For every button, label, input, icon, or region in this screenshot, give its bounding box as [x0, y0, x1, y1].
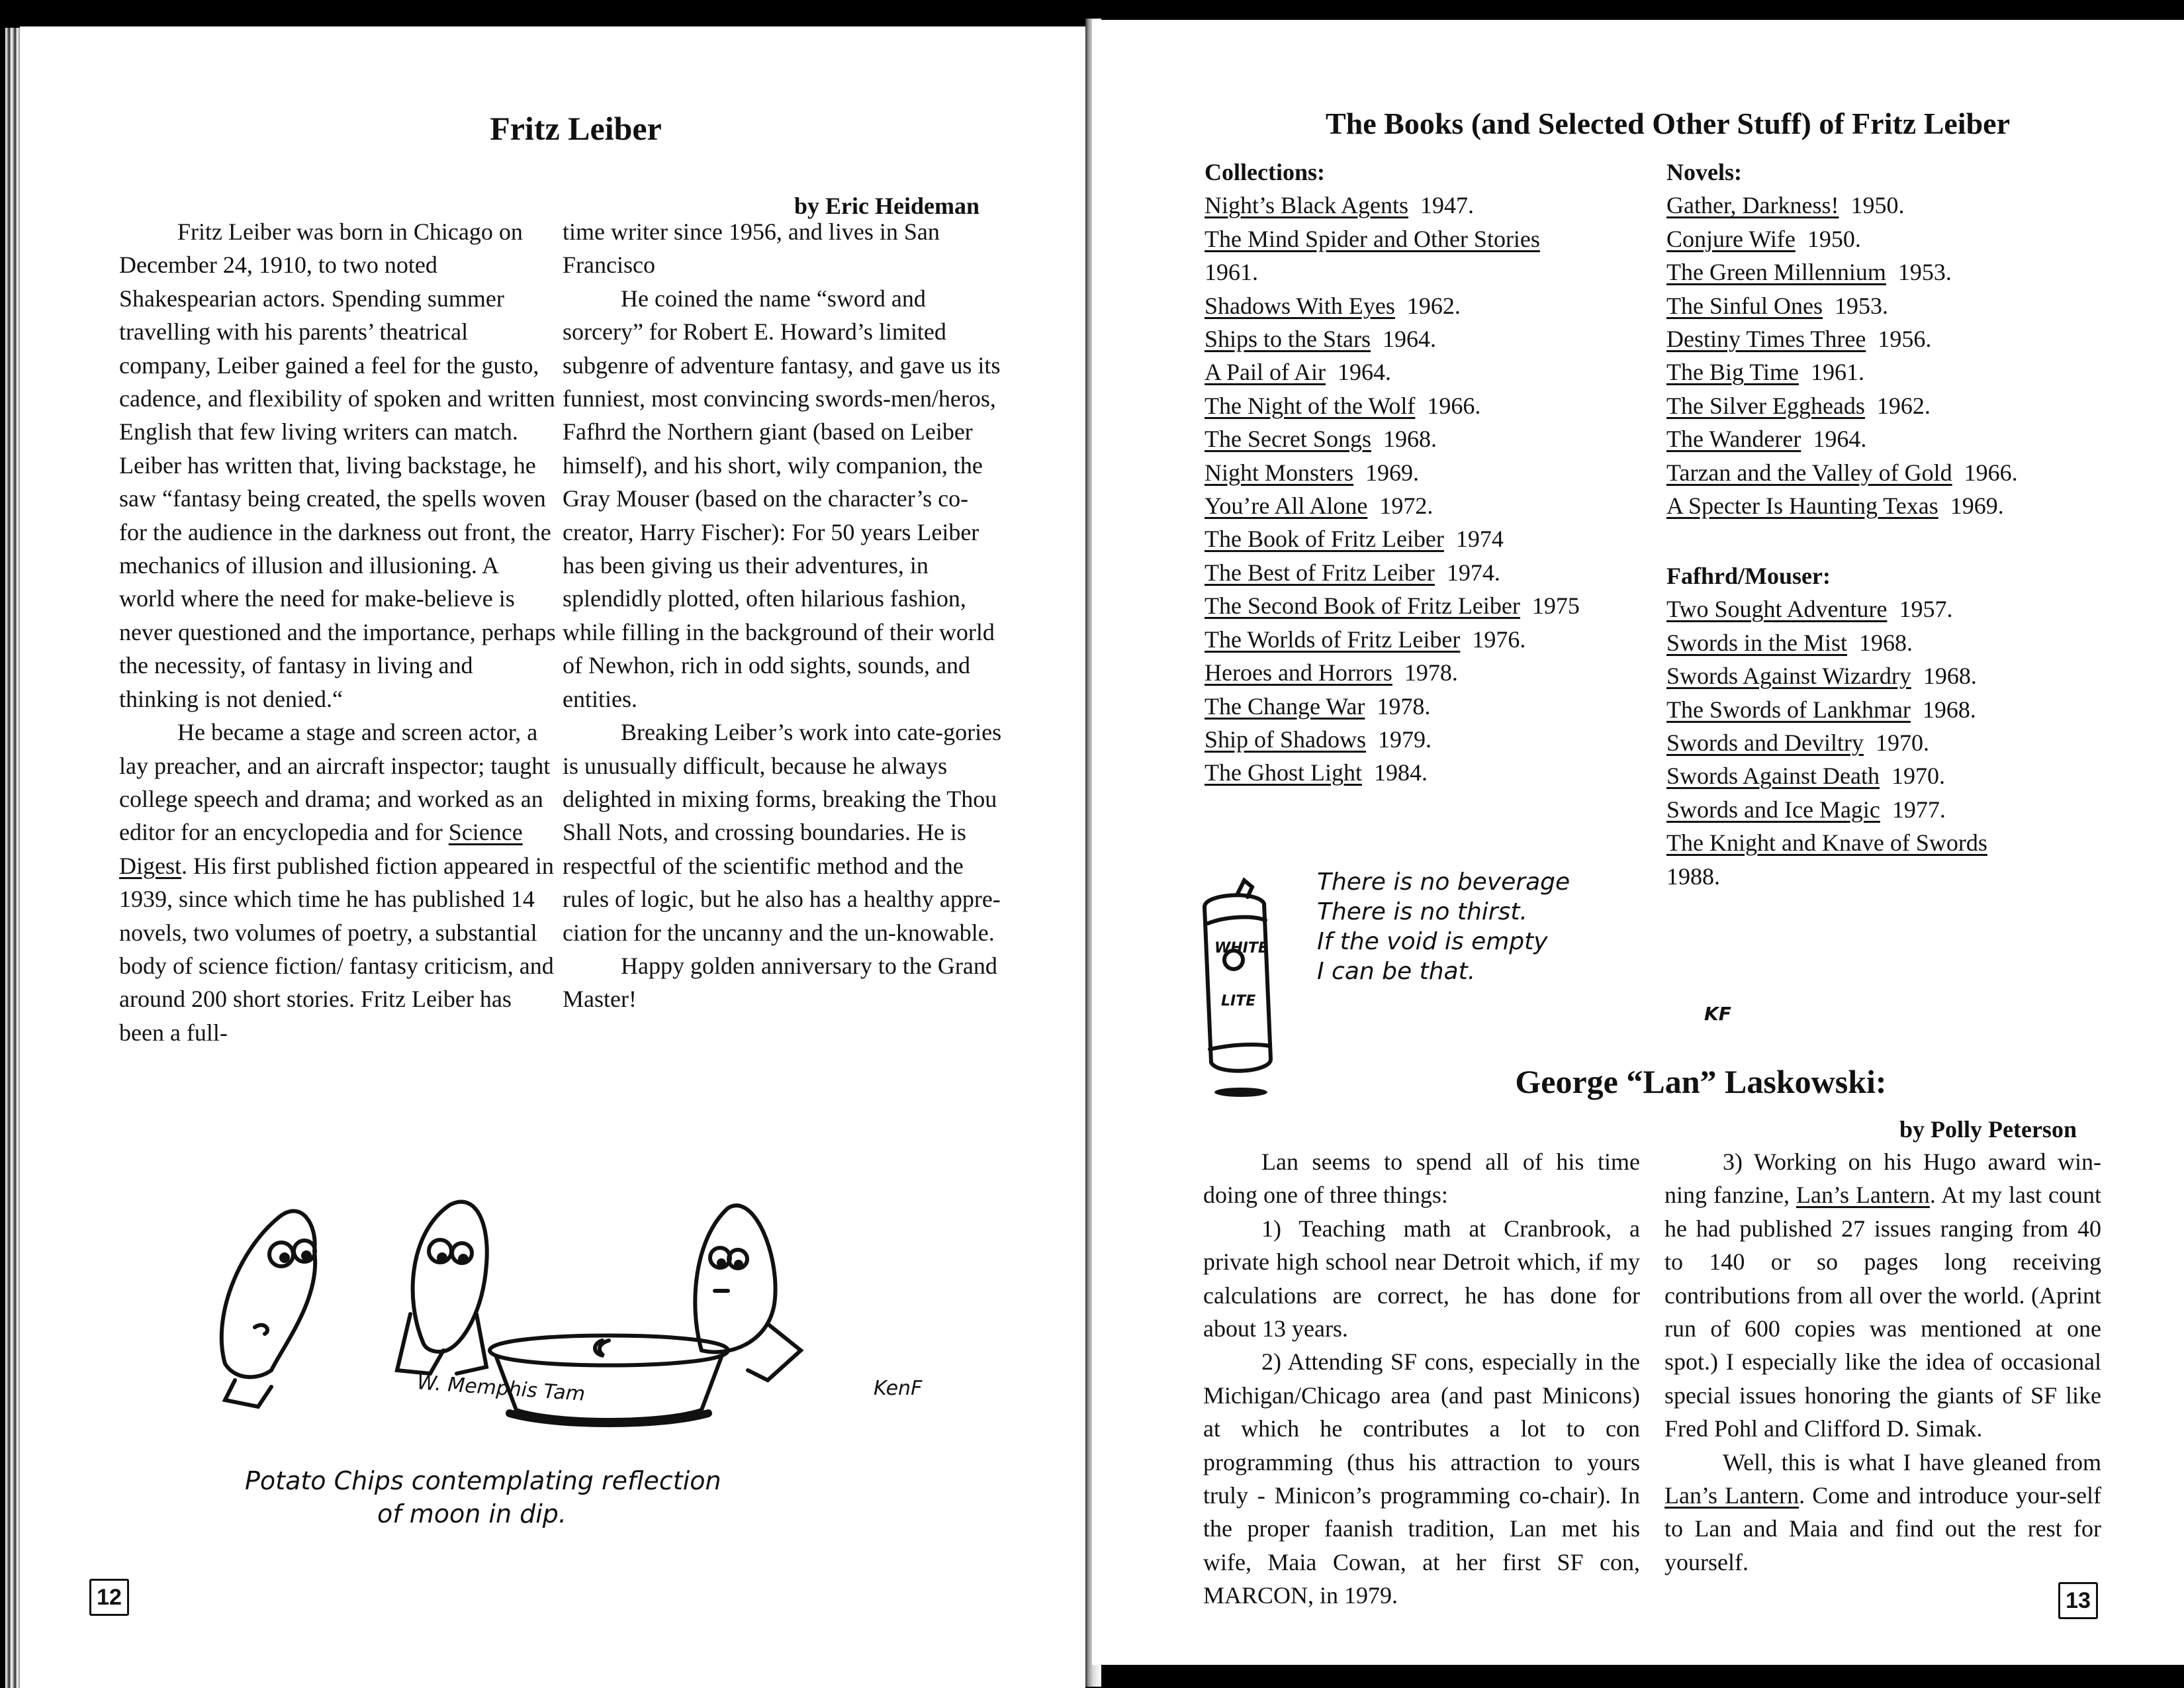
- novels-list: [1666, 156, 2018, 522]
- novels-heading: Novels:: [1666, 159, 1742, 185]
- book-title: Gather, Darkness!: [1666, 192, 1839, 219]
- can-label-top: WHITE: [1214, 940, 1268, 957]
- paragraph: time writer since 1956, and lives in San Francisco: [563, 218, 940, 279]
- book-entry: [1205, 355, 1580, 389]
- book-entry: [1666, 256, 2018, 289]
- book-title: Swords and Deviltry: [1666, 729, 1864, 757]
- lan-article-title: George “Lan” Laskowski:: [1515, 1063, 1887, 1100]
- book-entry: [1666, 355, 2018, 389]
- book-title: Ships to the Stars: [1205, 326, 1371, 353]
- book-entry-year-line: [1205, 256, 1580, 289]
- book-title: The Mind Spider and Other Stories: [1205, 225, 1540, 252]
- book-year: 1974.: [1446, 559, 1500, 586]
- book-year: 1978.: [1404, 659, 1458, 686]
- book-year: 1968.: [1859, 629, 1913, 656]
- book-entry: [1666, 759, 1987, 792]
- book-entry: [1205, 189, 1580, 222]
- moon-reflection-icon: [595, 1340, 609, 1356]
- fafhrd-mouser-list: [1666, 559, 1987, 893]
- text: He became a stage and screen actor, a lay preacher, and an aircraft inspector; taught college speech and drama; and worked as an editor for an encyclopedia and for: [119, 719, 551, 846]
- book-year: 1950.: [1807, 225, 1861, 252]
- poem-line: There is no beverage: [1317, 868, 1570, 896]
- left-page: [20, 26, 1085, 1688]
- book-year: 1969.: [1950, 492, 2004, 520]
- paragraph: Fritz Leiber was born in Chicago on December 24, 1910, to two noted Shakespearian actors. Spending summer travelling with his parents’ theatrical company, Leiber gained a feel for the gusto, cadence, and flexibility of spoken and written English that few living writers can match. Leiber has written that, living backstage, he saw “fantasy being created, the spells woven for the audience in the darkness out front, the mechanics of illusion and illusioning. A world where the need for make-believe is never questioned and the importance, perhaps the necessity, of fantasy in living and thinking is not denied.“: [119, 218, 556, 712]
- book-entry: [1666, 289, 2018, 322]
- book-title: The Swords of Lankhmar: [1666, 696, 1911, 723]
- paragraph: [119, 716, 556, 1049]
- artist-initials: KF: [1704, 1003, 1731, 1025]
- book-entry: [1666, 456, 2018, 489]
- article-column-2: [563, 215, 1006, 1016]
- book-entry: [1666, 626, 1987, 659]
- article-column-1: [119, 215, 556, 1049]
- science-digest-title: Science Digest: [119, 819, 523, 879]
- book-title: A Pail of Air: [1205, 359, 1326, 386]
- fanzine-title: Lan’s Lantern: [1664, 1482, 1799, 1509]
- book-entry: [1666, 222, 2018, 256]
- book-year: 1964.: [1813, 426, 1867, 453]
- right-page: [1092, 20, 2184, 1665]
- chip-left: [222, 1211, 315, 1378]
- can-poem: [1317, 867, 1570, 986]
- text: . His first published fiction appeared in 1939, since which time he has published 14 novels, two volumes of poetry, a substantial body of science fiction/ fantasy criticism, and around 200 short stories. Fritz Leiber has been a full-: [119, 852, 554, 1046]
- fanzine-title: Lan’s Lantern: [1796, 1182, 1930, 1209]
- book-year: 1968.: [1923, 663, 1977, 690]
- poem-line: If the void is empty: [1317, 928, 1548, 955]
- book-title: The Green Millennium: [1666, 259, 1886, 286]
- book-year: 1970.: [1875, 729, 1929, 757]
- book-title: Tarzan and the Valley of Gold: [1666, 459, 1952, 486]
- book-entry: [1205, 756, 1580, 789]
- text: 3) Working on his Hugo award win-ning fanzine,: [1664, 1149, 2101, 1209]
- book-entry: [1205, 589, 1580, 622]
- book-title: Conjure Wife: [1666, 225, 1796, 252]
- book-title: The Wanderer: [1666, 426, 1801, 453]
- text: . At my last count he had published 27 issues ranging from 40 to 140 or so pages long receiving contributions from all over the world. (Aprint run of 600 copies was mentioned at one spot.) I especially like the idea of occasional special issues honoring the giants of SF like Fred Pohl and Clifford D. Simak.: [1664, 1182, 2101, 1442]
- bibliography-title: The Books (and Selected Other Stuff) of Fritz Leiber: [1325, 107, 2011, 140]
- book-year: 1947.: [1420, 192, 1474, 219]
- lan-column-1: [1203, 1145, 1640, 1613]
- book-title: The Big Time: [1666, 359, 1799, 386]
- book-title: The Silver Eggheads: [1666, 392, 1865, 419]
- text: Well, this is what I have gleaned from: [1723, 1448, 2101, 1476]
- book-entry: [1666, 322, 2018, 355]
- book-entry: [1205, 456, 1580, 489]
- book-title: Shadows With Eyes: [1205, 292, 1395, 319]
- book-title: Ship of Shadows: [1205, 726, 1367, 753]
- book-year: 1975: [1531, 592, 1580, 620]
- book-title: You’re All Alone: [1205, 492, 1368, 520]
- book-title: The Best of Fritz Leiber: [1205, 559, 1435, 586]
- paragraph: [1664, 1145, 2101, 1446]
- book-entry: [1205, 322, 1580, 355]
- paragraph: Happy golden anniversary to the Grand Master!: [563, 952, 997, 1013]
- book-year: 1979.: [1378, 726, 1432, 753]
- book-entry: [1205, 656, 1580, 689]
- book-entry: [1205, 289, 1580, 322]
- book-title: The Night of the Wolf: [1205, 392, 1416, 419]
- book-year: 1953.: [1897, 259, 1952, 286]
- page-number: 12: [89, 1579, 129, 1616]
- paragraph: [1664, 1446, 2101, 1579]
- paragraph: 2) Attending SF cons, especially in the Michigan/Chicago area (and past Minicons) at which he contributes a lot to con programming (thus his attraction to yours truly - Minicon’s programming co-chair). In the proper faanish tradition, Lan met his wife, Maia Cowan, at her first SF con, MARCON, in 1979.: [1203, 1348, 1640, 1609]
- book-title: A Specter Is Haunting Texas: [1666, 492, 1938, 520]
- cartoon-caption-line-1: Potato Chips contemplating reflection: [245, 1466, 721, 1495]
- book-year: 1977.: [1891, 796, 1946, 823]
- bowl-label: W. Memphis Tam: [416, 1371, 586, 1406]
- book-year: 1988.: [1666, 863, 1720, 890]
- book-year: 1974: [1455, 526, 1504, 553]
- book-year: 1978.: [1377, 692, 1431, 720]
- book-year: 1968.: [1383, 426, 1437, 453]
- book-title: The Sinful Ones: [1666, 292, 1823, 319]
- paragraph: 1) Teaching math at Cranbrook, a private high school near Detroit which, if my calculations are correct, he has done for about 13 years.: [1203, 1215, 1640, 1342]
- book-title: Swords Against Death: [1666, 763, 1880, 790]
- book-title: Two Sought Adventure: [1666, 596, 1888, 623]
- book-entry: [1205, 556, 1580, 589]
- book-title: Swords in the Mist: [1666, 629, 1848, 656]
- paragraph: Breaking Leiber’s work into cate-gories is unusually difficult, because he always delighted in mixing forms, breaking the Thou Shall Nots, and crossing boundaries. He is respectful of the scientific method and the rules of logic, but he also has a healthy appre-ciation for the uncanny and the un-knowable.: [563, 719, 1002, 946]
- book-entry: [1666, 189, 2018, 222]
- book-title: Heroes and Horrors: [1205, 659, 1392, 686]
- book-year: 1956.: [1878, 326, 1932, 353]
- book-year: 1984.: [1373, 759, 1428, 786]
- book-entry: [1666, 693, 1987, 726]
- book-page-edges: [5, 28, 20, 1688]
- collections-heading: Collections:: [1205, 159, 1325, 185]
- book-year: 1961.: [1811, 359, 1865, 386]
- book-year: 1962.: [1406, 292, 1461, 319]
- text: . Come and introduce your-self to Lan and Maia and find out the rest for yourself.: [1664, 1482, 2102, 1575]
- book-entry: [1666, 489, 2018, 522]
- book-entry: [1666, 389, 2018, 422]
- book-title: The Worlds of Fritz Leiber: [1205, 626, 1461, 653]
- book-entry: [1666, 726, 1987, 759]
- book-year: 1966.: [1964, 459, 2018, 486]
- poem-line: There is no thirst.: [1317, 898, 1527, 925]
- book-year: 1964.: [1383, 326, 1437, 353]
- book-title: The Ghost Light: [1205, 759, 1362, 786]
- book-year: 1970.: [1891, 763, 1945, 790]
- book-entry: [1666, 793, 1987, 826]
- book-entry: [1205, 690, 1580, 723]
- article-byline: by Eric Heideman: [794, 193, 979, 219]
- lan-column-2: [1664, 1145, 2101, 1579]
- book-entry: [1205, 489, 1580, 522]
- book-title: The Secret Songs: [1205, 426, 1371, 453]
- lan-article-byline: by Polly Peterson: [1899, 1116, 2077, 1143]
- page-number: 13: [2058, 1582, 2098, 1619]
- book-year: 1961.: [1205, 259, 1258, 286]
- book-title: The Knight and Knave of Swords: [1666, 829, 1987, 857]
- book-entry: [1205, 222, 1580, 256]
- chip-middle: [413, 1202, 487, 1352]
- book-entry: [1666, 422, 2018, 455]
- book-year: 1950.: [1850, 192, 1905, 219]
- article-title: Fritz Leiber: [490, 110, 662, 147]
- book-entry-year-line: [1666, 860, 1987, 893]
- book-year: 1966.: [1427, 392, 1481, 419]
- book-entry: [1205, 623, 1580, 656]
- book-year: 1964.: [1338, 359, 1392, 386]
- beer-can-cartoon: [1191, 874, 1297, 1099]
- book-title: The Change War: [1205, 692, 1365, 720]
- book-year: 1969.: [1365, 459, 1419, 486]
- book-year: 1968.: [1922, 696, 1976, 723]
- book-entry: [1666, 592, 1987, 626]
- cartoonist-signature: KenF: [874, 1377, 923, 1400]
- book-year: 1976.: [1472, 626, 1526, 653]
- book-title: Swords Against Wizardry: [1666, 663, 1911, 690]
- book-entry: [1666, 659, 1987, 692]
- book-title: Night Monsters: [1205, 459, 1353, 486]
- book-title: The Book of Fritz Leiber: [1205, 526, 1444, 553]
- book-title: Swords and Ice Magic: [1666, 796, 1880, 823]
- fafhrd-mouser-heading: Fafhrd/Mouser:: [1666, 563, 1831, 589]
- collections-list: [1205, 156, 1580, 790]
- cartoon-caption-line-2: of moon in dip.: [377, 1499, 567, 1528]
- book-entry: [1205, 389, 1580, 422]
- paragraph: Lan seems to spend all of his time doing one of three things:: [1203, 1149, 1640, 1209]
- book-entry: [1205, 522, 1580, 555]
- book-year: 1953.: [1834, 292, 1888, 319]
- book-entry: [1205, 723, 1580, 756]
- book-title: Night’s Black Agents: [1205, 192, 1408, 219]
- paragraph: He coined the name “sword and sorcery” for Robert E. Howard’s limited subgenre of adventure fantasy, and gave us its funniest, most convincing swords-men/heros, Fafhrd the Northern giant (based on Leiber himself), and his short, wily companion, the Gray Mouser (based on the character’s co-creator, Harry Fischer): For 50 years Leiber has been giving us their adventures, in splendidly plotted, often hilarious fashion, while filling in the background of their world of Newhon, rich in odd sights, sounds, and entities.: [563, 285, 1001, 712]
- poem-line: I can be that.: [1317, 958, 1476, 985]
- book-title: The Second Book of Fritz Leiber: [1205, 592, 1520, 620]
- book-title: Destiny Times Three: [1666, 326, 1866, 353]
- book-year: 1957.: [1899, 596, 1953, 623]
- book-year: 1962.: [1876, 392, 1931, 419]
- book-year: 1972.: [1379, 492, 1433, 520]
- book-entry: [1666, 826, 1987, 859]
- can-label-bottom: LITE: [1221, 993, 1256, 1009]
- book-entry: [1205, 422, 1580, 455]
- chip-right: [695, 1205, 775, 1352]
